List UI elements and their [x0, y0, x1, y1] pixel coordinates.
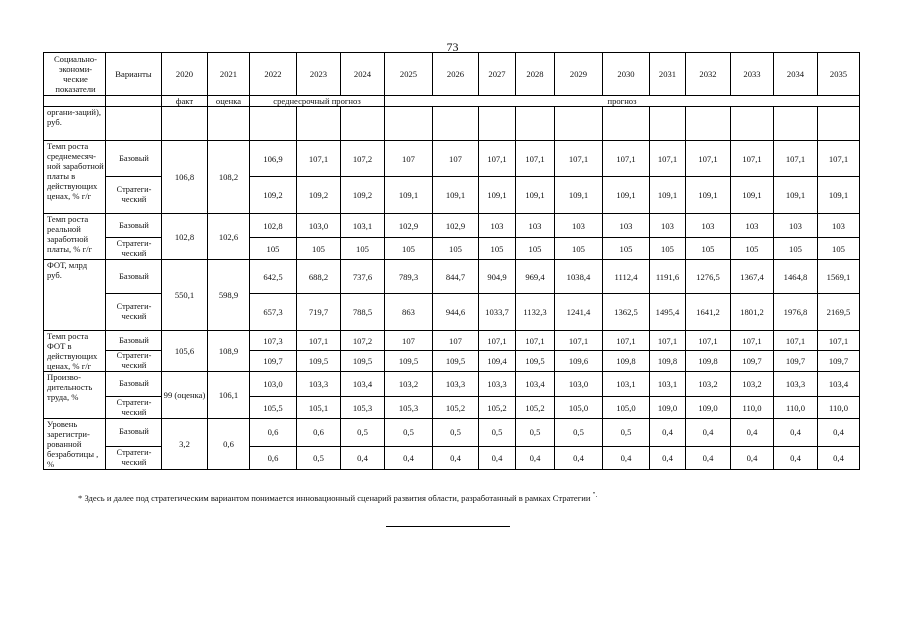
value-cell: 105 — [774, 238, 818, 260]
value-cell: 109,8 — [650, 351, 686, 372]
value-cell: 105 — [650, 238, 686, 260]
value-cell: 109,1 — [731, 177, 774, 214]
subheader-fact: факт — [162, 96, 208, 107]
value-cell: 642,5 — [250, 260, 297, 294]
continuation-row — [44, 107, 860, 141]
value-cell: 109,8 — [686, 351, 731, 372]
value-cell: 109,2 — [341, 177, 385, 214]
header-year: 2033 — [731, 53, 774, 96]
value-cell: 103,2 — [686, 372, 731, 397]
value-cell: 107,1 — [774, 331, 818, 351]
value-cell: 0,5 — [516, 419, 555, 447]
value-cell: 109,5 — [297, 351, 341, 372]
value-2021: 108,2 — [208, 141, 250, 214]
variant-strategic: Стратеги-ческий — [106, 238, 162, 260]
value-cell: 105 — [341, 238, 385, 260]
value-cell: 107,1 — [297, 141, 341, 177]
value-cell: 969,4 — [516, 260, 555, 294]
indicator-cell: Темп роста среднемесяч-ной заработной платы в действующих ценах, % г/г — [44, 141, 106, 214]
value-2020: 106,8 — [162, 141, 208, 214]
header-year: 2030 — [603, 53, 650, 96]
indicator-cell: Темп роста реальной заработной платы, % г/г — [44, 214, 106, 260]
table-row-base — [44, 331, 860, 351]
value-cell: 105,5 — [250, 397, 297, 419]
value-cell: 103 — [516, 214, 555, 238]
header-year: 2025 — [385, 53, 433, 96]
value-cell: 105 — [479, 238, 516, 260]
value-cell: 109,0 — [686, 397, 731, 419]
value-cell: 0,5 — [385, 419, 433, 447]
value-cell: 107,2 — [341, 141, 385, 177]
value-2021: 108,9 — [208, 331, 250, 372]
subheader-row — [44, 96, 860, 107]
value-cell: 1033,7 — [479, 294, 516, 331]
value-cell: 109,4 — [479, 351, 516, 372]
footnote-text: * Здесь и далее под стратегическим вариантом понимается инновационный сценарий развития области, разработанный в рамках Стратегии — [78, 492, 591, 503]
value-cell: 0,4 — [650, 446, 686, 469]
header-year: 2028 — [516, 53, 555, 96]
value-cell: 107,1 — [818, 141, 860, 177]
indicator-cell: Произво-дительность труда, % — [44, 372, 106, 419]
value-cell: 0,4 — [433, 446, 479, 469]
header-year: 2026 — [433, 53, 479, 96]
header-year: 2022 — [250, 53, 297, 96]
value-cell: 0,5 — [433, 419, 479, 447]
value-cell: 105,1 — [297, 397, 341, 419]
value-cell: 107,3 — [250, 331, 297, 351]
value-cell: 109,2 — [297, 177, 341, 214]
value-cell: 107,1 — [731, 331, 774, 351]
header-year: 2021 — [208, 53, 250, 96]
value-cell: 107 — [385, 331, 433, 351]
value-cell: 0,5 — [479, 419, 516, 447]
header-year: 2035 — [818, 53, 860, 96]
header-year: 2023 — [297, 53, 341, 96]
value-cell: 103 — [555, 214, 603, 238]
value-cell: 109,5 — [433, 351, 479, 372]
value-cell: 1132,3 — [516, 294, 555, 331]
table-row-base — [44, 372, 860, 397]
value-cell: 688,2 — [297, 260, 341, 294]
value-cell: 109,2 — [250, 177, 297, 214]
value-cell: 107,1 — [686, 141, 731, 177]
variant-base: Базовый — [106, 141, 162, 177]
value-cell: 1367,4 — [731, 260, 774, 294]
value-cell: 105 — [433, 238, 479, 260]
value-cell: 1038,4 — [555, 260, 603, 294]
value-cell: 103 — [818, 214, 860, 238]
value-cell: 0,4 — [818, 419, 860, 447]
value-cell: 1495,4 — [650, 294, 686, 331]
value-cell: 109,1 — [385, 177, 433, 214]
value-cell: 0,4 — [341, 446, 385, 469]
value-cell: 109,6 — [555, 351, 603, 372]
indicator-cell: Темп роста ФОТ в действующих ценах, % г/г — [44, 331, 106, 372]
value-cell: 105 — [686, 238, 731, 260]
value-cell: 107,1 — [297, 331, 341, 351]
variant-strategic: Стратеги-ческий — [106, 397, 162, 419]
value-cell: 102,9 — [385, 214, 433, 238]
value-cell: 105 — [603, 238, 650, 260]
value-cell: 0,4 — [603, 446, 650, 469]
value-cell: 109,1 — [650, 177, 686, 214]
variant-base: Базовый — [106, 372, 162, 397]
header-year: 2031 — [650, 53, 686, 96]
value-cell: 105,2 — [479, 397, 516, 419]
value-cell: 0,4 — [774, 419, 818, 447]
value-cell: 0,4 — [686, 446, 731, 469]
table-row-base — [44, 214, 860, 238]
header-year: 2032 — [686, 53, 731, 96]
variant-base: Базовый — [106, 260, 162, 294]
value-cell: 719,7 — [297, 294, 341, 331]
value-cell: 0,4 — [731, 446, 774, 469]
value-cell: 105 — [516, 238, 555, 260]
value-cell: 103,0 — [297, 214, 341, 238]
value-cell: 1464,8 — [774, 260, 818, 294]
value-2020: 105,6 — [162, 331, 208, 372]
value-cell: 103,2 — [731, 372, 774, 397]
value-cell: 103,1 — [650, 372, 686, 397]
value-cell: 103,1 — [341, 214, 385, 238]
value-cell: 0,4 — [774, 446, 818, 469]
value-cell: 0,5 — [603, 419, 650, 447]
continuation-label: органи-заций), руб. — [44, 107, 106, 141]
value-cell: 904,9 — [479, 260, 516, 294]
value-cell: 105,0 — [555, 397, 603, 419]
value-cell: 109,8 — [603, 351, 650, 372]
value-cell: 102,9 — [433, 214, 479, 238]
value-cell: 0,4 — [516, 446, 555, 469]
value-cell: 105,0 — [603, 397, 650, 419]
value-cell: 109,5 — [385, 351, 433, 372]
value-cell: 109,7 — [250, 351, 297, 372]
value-cell: 107,1 — [479, 141, 516, 177]
value-cell: 105 — [555, 238, 603, 260]
header-row — [44, 53, 860, 96]
value-cell: 1569,1 — [818, 260, 860, 294]
variant-strategic: Стратеги-ческий — [106, 446, 162, 469]
value-cell: 107,1 — [555, 331, 603, 351]
value-cell: 109,1 — [516, 177, 555, 214]
value-cell: 103,3 — [774, 372, 818, 397]
value-cell: 105 — [297, 238, 341, 260]
value-cell: 0,4 — [555, 446, 603, 469]
value-cell: 105 — [731, 238, 774, 260]
forecast-table — [43, 52, 860, 470]
value-cell: 105,3 — [385, 397, 433, 419]
value-cell: 0,4 — [650, 419, 686, 447]
value-cell: 103,0 — [250, 372, 297, 397]
subheader-forecast: прогноз — [385, 96, 860, 107]
header-year: 2020 — [162, 53, 208, 96]
value-cell: 109,7 — [774, 351, 818, 372]
subheader-estimate: оценка — [208, 96, 250, 107]
footnote — [78, 491, 597, 503]
separator-line — [386, 526, 510, 527]
header-variants: Варианты — [106, 53, 162, 96]
value-2021: 102,6 — [208, 214, 250, 260]
value-cell: 103 — [774, 214, 818, 238]
value-cell: 0,6 — [297, 419, 341, 447]
value-cell: 107,1 — [555, 141, 603, 177]
value-cell: 657,3 — [250, 294, 297, 331]
value-cell: 1976,8 — [774, 294, 818, 331]
header-year: 2029 — [555, 53, 603, 96]
value-cell: 0,5 — [297, 446, 341, 469]
value-cell: 0,4 — [818, 446, 860, 469]
value-cell: 103,4 — [818, 372, 860, 397]
value-cell: 0,5 — [555, 419, 603, 447]
value-cell: 0,5 — [341, 419, 385, 447]
value-cell: 109,7 — [818, 351, 860, 372]
value-cell: 1362,5 — [603, 294, 650, 331]
header-year: 2027 — [479, 53, 516, 96]
value-cell: 110,0 — [818, 397, 860, 419]
value-cell: 105 — [385, 238, 433, 260]
variant-strategic: Стратеги-ческий — [106, 294, 162, 331]
value-cell: 103,3 — [479, 372, 516, 397]
value-cell: 107,1 — [479, 331, 516, 351]
value-cell: 109,1 — [686, 177, 731, 214]
value-cell: 105,3 — [341, 397, 385, 419]
subheader-empty — [44, 96, 106, 107]
value-cell: 107,1 — [650, 331, 686, 351]
value-cell: 103 — [650, 214, 686, 238]
value-cell: 110,0 — [774, 397, 818, 419]
value-cell: 109,1 — [433, 177, 479, 214]
value-2021: 0,6 — [208, 419, 250, 470]
value-cell: 107,1 — [818, 331, 860, 351]
value-cell: 0,6 — [250, 446, 297, 469]
value-cell: 1241,4 — [555, 294, 603, 331]
value-2020: 99 (оценка) — [162, 372, 208, 419]
value-cell: 105 — [818, 238, 860, 260]
variant-base: Базовый — [106, 331, 162, 351]
value-cell: 109,1 — [603, 177, 650, 214]
value-cell: 1191,6 — [650, 260, 686, 294]
value-2020: 102,8 — [162, 214, 208, 260]
header-year: 2034 — [774, 53, 818, 96]
table-row-base — [44, 141, 860, 177]
value-cell: 105,2 — [516, 397, 555, 419]
value-cell: 107 — [433, 331, 479, 351]
value-cell: 944,6 — [433, 294, 479, 331]
value-2020: 3,2 — [162, 419, 208, 470]
value-cell: 103,2 — [385, 372, 433, 397]
value-cell: 103,3 — [297, 372, 341, 397]
value-cell: 107,1 — [603, 331, 650, 351]
table-row-base — [44, 419, 860, 447]
value-cell: 863 — [385, 294, 433, 331]
value-cell: 0,4 — [686, 419, 731, 447]
subheader-empty — [106, 96, 162, 107]
value-cell: 1801,2 — [731, 294, 774, 331]
subheader-medium-term: среднесрочный прогноз — [250, 96, 385, 107]
value-cell: 109,0 — [650, 397, 686, 419]
value-cell: 107,2 — [341, 331, 385, 351]
page-number: 73 — [446, 40, 459, 54]
value-cell: 110,0 — [731, 397, 774, 419]
value-cell: 109,5 — [516, 351, 555, 372]
value-cell: 109,1 — [818, 177, 860, 214]
value-cell: 737,6 — [341, 260, 385, 294]
value-cell: 2169,5 — [818, 294, 860, 331]
header-year: 2024 — [341, 53, 385, 96]
value-cell: 788,5 — [341, 294, 385, 331]
variant-base: Базовый — [106, 419, 162, 447]
variant-strategic: Стратеги-ческий — [106, 351, 162, 372]
value-cell: 107 — [385, 141, 433, 177]
value-cell: 107,1 — [603, 141, 650, 177]
value-cell: 109,1 — [479, 177, 516, 214]
value-2020: 550,1 — [162, 260, 208, 331]
value-cell: 0,6 — [250, 419, 297, 447]
value-cell: 107,1 — [774, 141, 818, 177]
value-cell: 103,4 — [341, 372, 385, 397]
value-2021: 106,1 — [208, 372, 250, 419]
value-cell: 107 — [433, 141, 479, 177]
value-cell: 107,1 — [686, 331, 731, 351]
value-cell: 106,9 — [250, 141, 297, 177]
indicator-cell: ФОТ, млрд руб. — [44, 260, 106, 331]
value-2021: 598,9 — [208, 260, 250, 331]
value-cell: 1276,5 — [686, 260, 731, 294]
value-cell: 109,1 — [555, 177, 603, 214]
value-cell: 0,4 — [479, 446, 516, 469]
value-cell: 105,2 — [433, 397, 479, 419]
value-cell: 789,3 — [385, 260, 433, 294]
value-cell: 109,7 — [731, 351, 774, 372]
value-cell: 103,4 — [516, 372, 555, 397]
header-indicator: Социально-экономи-ческие показатели — [44, 53, 106, 96]
value-cell: 1112,4 — [603, 260, 650, 294]
value-cell: 105 — [250, 238, 297, 260]
value-cell: 107,1 — [516, 141, 555, 177]
value-cell: 103 — [686, 214, 731, 238]
value-cell: 103 — [603, 214, 650, 238]
variant-base: Базовый — [106, 214, 162, 238]
value-cell: 109,5 — [341, 351, 385, 372]
variant-strategic: Стратеги-ческий — [106, 177, 162, 214]
value-cell: 844,7 — [433, 260, 479, 294]
footnote-mark: ". — [592, 491, 598, 499]
indicator-cell: Уровень зарегистри-рованной безработицы , % — [44, 419, 106, 470]
table-row-base — [44, 260, 860, 294]
value-cell: 107,1 — [731, 141, 774, 177]
value-cell: 0,4 — [731, 419, 774, 447]
value-cell: 103 — [479, 214, 516, 238]
value-cell: 107,1 — [516, 331, 555, 351]
value-cell: 107,1 — [650, 141, 686, 177]
value-cell: 1641,2 — [686, 294, 731, 331]
value-cell: 109,1 — [774, 177, 818, 214]
value-cell: 103,3 — [433, 372, 479, 397]
value-cell: 103,1 — [603, 372, 650, 397]
value-cell: 102,8 — [250, 214, 297, 238]
value-cell: 103,0 — [555, 372, 603, 397]
value-cell: 0,4 — [385, 446, 433, 469]
value-cell: 103 — [731, 214, 774, 238]
